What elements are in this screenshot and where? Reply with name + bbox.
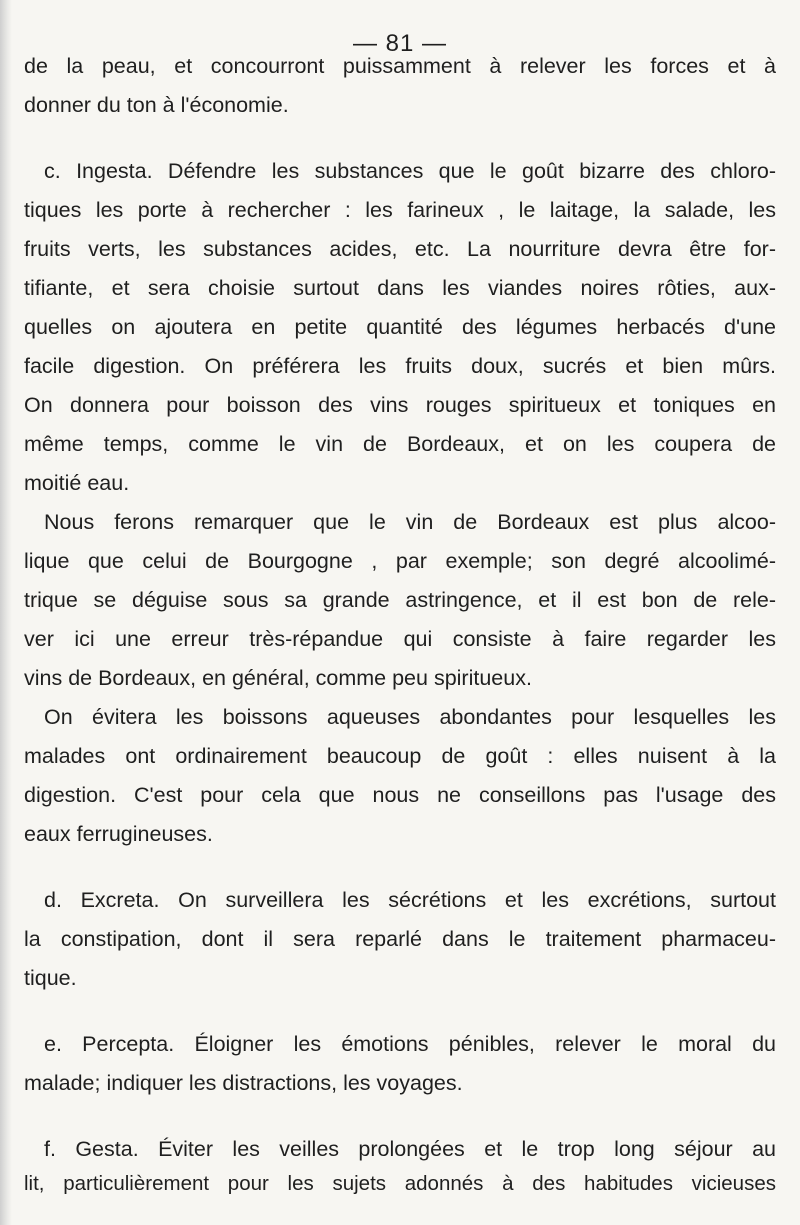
text-line: la constipation, dont il sera reparlé dans le traitement pharmaceu-: [24, 927, 776, 951]
text-line: quelles on ajoutera en petite quantité des légumes herbacés d'une: [24, 315, 776, 339]
text-line: f. Gesta. Éviter les veilles prolongées et le trop long séjour au: [44, 1137, 776, 1161]
text-line: digestion. C'est pour cela que nous ne conseillons pas l'usage des: [24, 783, 776, 807]
text-line: trique se déguise sous sa grande astringence, et il est bon de rele-: [24, 588, 776, 612]
text-line: moitié eau.: [24, 471, 130, 495]
text-line: donner du ton à l'économie.: [24, 93, 289, 117]
text-line: malade; indiquer les distractions, les voyages.: [24, 1071, 463, 1095]
text-line: de la peau, et concourront puissamment à relever les forces et à: [24, 54, 776, 78]
text-line: Nous ferons remarquer que le vin de Bordeaux est plus alcoo-: [44, 510, 776, 534]
text-line: e. Percepta. Éloigner les émotions pénibles, relever le moral du: [44, 1032, 776, 1056]
text-line: On évitera les boissons aqueuses abondantes pour lesquelles les: [44, 705, 776, 729]
page-number: — 81 —: [352, 30, 448, 57]
text-line: fruits verts, les substances acides, etc. La nourriture devra être for-: [24, 237, 776, 261]
text-line: d. Excreta. On surveillera les sécrétions et les excrétions, surtout: [44, 888, 776, 912]
text-line: tifiante, et sera choisie surtout dans les viandes noires rôties, aux-: [24, 276, 776, 300]
text-line: tique.: [24, 966, 77, 990]
text-line: On donnera pour boisson des vins rouges spiritueux et toniques en: [24, 393, 776, 417]
text-line: lit, particulièrement pour les sujets adonnés à des habitudes vicieuses: [24, 1172, 776, 1195]
text-line: tiques les porte à rechercher : les farineux , le laitage, la salade, les: [24, 198, 776, 222]
text-line: eaux ferrugineuses.: [24, 822, 213, 846]
text-line: même temps, comme le vin de Bordeaux, et on les coupera de: [24, 432, 776, 456]
text-line: facile digestion. On préférera les fruits doux, sucrés et bien mûrs.: [24, 354, 776, 378]
text-line: vins de Bordeaux, en général, comme peu spiritueux.: [24, 666, 532, 690]
text-line: c. Ingesta. Défendre les substances que le goût bizarre des chloro-: [44, 159, 776, 183]
text-line: malades ont ordinairement beaucoup de goût : elles nuisent à la: [24, 744, 776, 768]
binding-shadow: [0, 0, 12, 1225]
text-line: lique que celui de Bourgogne , par exemple; son degré alcoolimé-: [24, 549, 776, 573]
text-line: ver ici une erreur très-répandue qui consiste à faire regarder les: [24, 627, 776, 651]
